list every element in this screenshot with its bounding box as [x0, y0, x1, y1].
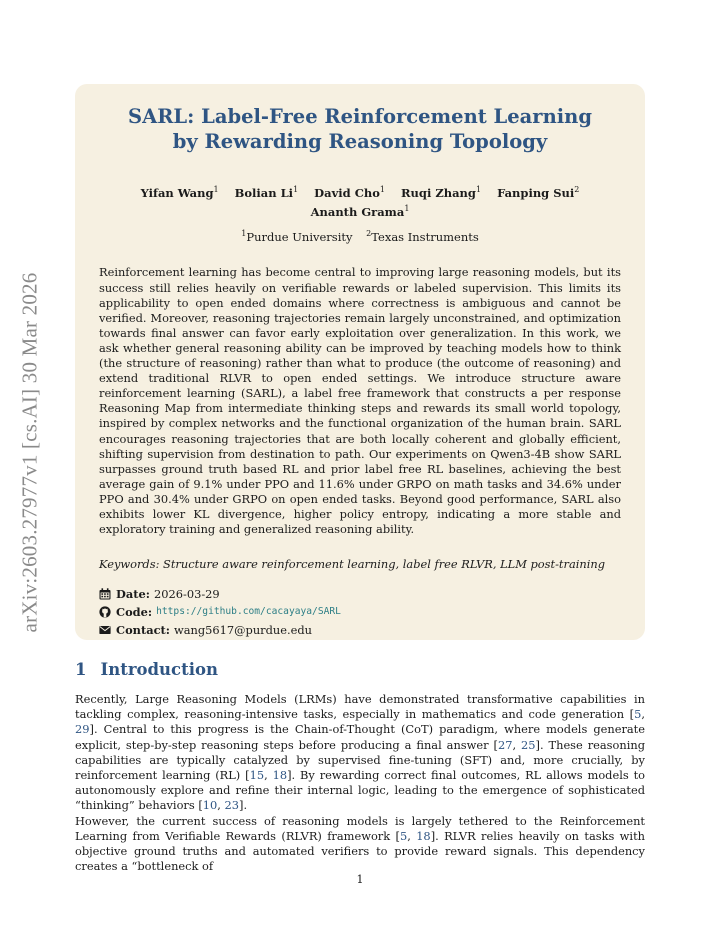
date-value: 2026-03-29 [153, 587, 220, 602]
page-number: 1 [356, 873, 364, 886]
contact-row [99, 621, 621, 639]
title-abstract-panel [75, 84, 645, 640]
author: Fanping Sui$^2$ [497, 185, 580, 200]
citation-link[interactable]: 10 [202, 798, 218, 813]
author: Ananth Grama$^1$ [310, 203, 410, 219]
contact-label: Contact: [116, 623, 170, 638]
title-line-1: SARL: Label-Free Reinforcement Learning [128, 105, 592, 128]
intro-paragraph-1: Recently, Large Reasoning Models (LRMs) have demonstrated transformative capabilities in tackling complex, reasoning-intensive tasks, especially in mathematics and code generation [5, 29]. Central to this progress is the Chain-of-Thought (CoT) paradigm, where models generate explicit, step-by-step reasoning steps before producing a final answer [27, 25]. These reasoning capabilities are typically catalyzed by supervised fine-tuning (SFT) and, more crucially, by reinforcement learning (RL) [15, 18]. By rewarding correct final outcomes, RL allows models to autonomously explore and refine their internal logic, leading to the emergence of sophisticated “thinking” behaviors [10, 23]. [75, 692, 646, 813]
date-row [99, 585, 621, 603]
citation-link[interactable]: 18 [272, 768, 288, 783]
citation-link[interactable]: 25 [521, 737, 536, 752]
citation-link[interactable]: 29 [75, 722, 90, 737]
envelope-icon [99, 624, 111, 636]
author: David Cho$^1$ [314, 185, 385, 200]
calendar-icon [99, 588, 111, 600]
introduction-body [75, 692, 645, 874]
github-icon [99, 606, 111, 618]
citation-link[interactable]: 5 [634, 707, 642, 722]
affiliation-list [99, 226, 621, 245]
citation-link[interactable]: 15 [249, 768, 265, 783]
affiliation: $^1$Purdue University [241, 228, 353, 244]
contact-email[interactable]: wang5617@purdue.edu [174, 623, 312, 638]
arxiv-side-stamp [2, 262, 58, 642]
author: Bolian Li$^1$ [234, 185, 299, 200]
citation-link[interactable]: 27 [497, 737, 513, 752]
citation-link[interactable]: 23 [224, 798, 240, 813]
section-number: 1 [75, 660, 87, 679]
affiliation: $^2$Texas Instruments [366, 228, 479, 244]
citation-link[interactable]: 5 [399, 828, 408, 843]
author: Ruqi Zhang$^1$ [401, 185, 482, 200]
paper-title [99, 104, 621, 154]
date-label: Date: [116, 587, 150, 602]
section-title: Introduction [100, 660, 218, 679]
code-row [99, 603, 621, 621]
abstract-text: Reinforcement learning has become central to improving large reasoning models, but its success still relies heavily on verifiable rewards or labeled supervision. This limits its applicability to open ended domains where correctness is ambiguous and cannot be verified. Moreover, reasoning trajectories remain largely unconstrained, and optimization towards final answer can favor early exploitation over generalization. In this work, we ask whether general reasoning ability can be improved by teaching models how to think (the structure of reasoning) rather than what to produce (the outcome of reasoning) and extend traditional RLVR to open ended settings. We introduce structure aware reinforcement learning (SARL), a label free framework that constructs a per response Reasoning Map from intermediate thinking steps and rewards its small world topology, inspired by complex networks and the functional organization of the human brain. SARL encourages reasoning trajectories that are both locally coherent and globally efficient, shifting supervision from destination to path. Our experiments on Qwen3-4B show SARL surpasses ground truth based RL and prior label free RL baselines, achieving the best average gain of 9.1% under PPO and 11.6% under GRPO on math tasks and 34.6% under PPO and 30.4% under GRPO on open ended tasks. Beyond good performance, SARL also exhibits lower KL divergence, higher policy entropy, indicating a more stable and exploratory training and generalized reasoning ability. [99, 265, 621, 537]
code-label: Code: [116, 605, 153, 620]
paper-metadata [99, 585, 621, 639]
author-list [99, 182, 621, 220]
section-heading-introduction [75, 660, 218, 679]
code-link[interactable]: https://github.com/cacayaya/SARL [156, 606, 341, 618]
author: Yifan Wang$^1$ [140, 185, 219, 200]
arxiv-identifier: arXiv:2603.27977v1 [cs.AI] 30 Mar 2026 [17, 272, 42, 632]
citation-link[interactable]: 18 [416, 828, 431, 843]
intro-paragraph-2: However, the current success of reasoning models is largely tethered to the Reinforcement Learning from Verifiable Rewards (RLVR) framework [5, 18]. RLVR relies heavily on tasks with objective ground truths and automated verifiers to provide reward signals. This dependency creates a “bottleneck of [75, 813, 645, 874]
title-line-2: by Rewarding Reasoning Topology [172, 130, 548, 153]
keywords: Keywords: Structure aware reinforcement learning, label free RLVR, LLM post-training [99, 557, 605, 572]
